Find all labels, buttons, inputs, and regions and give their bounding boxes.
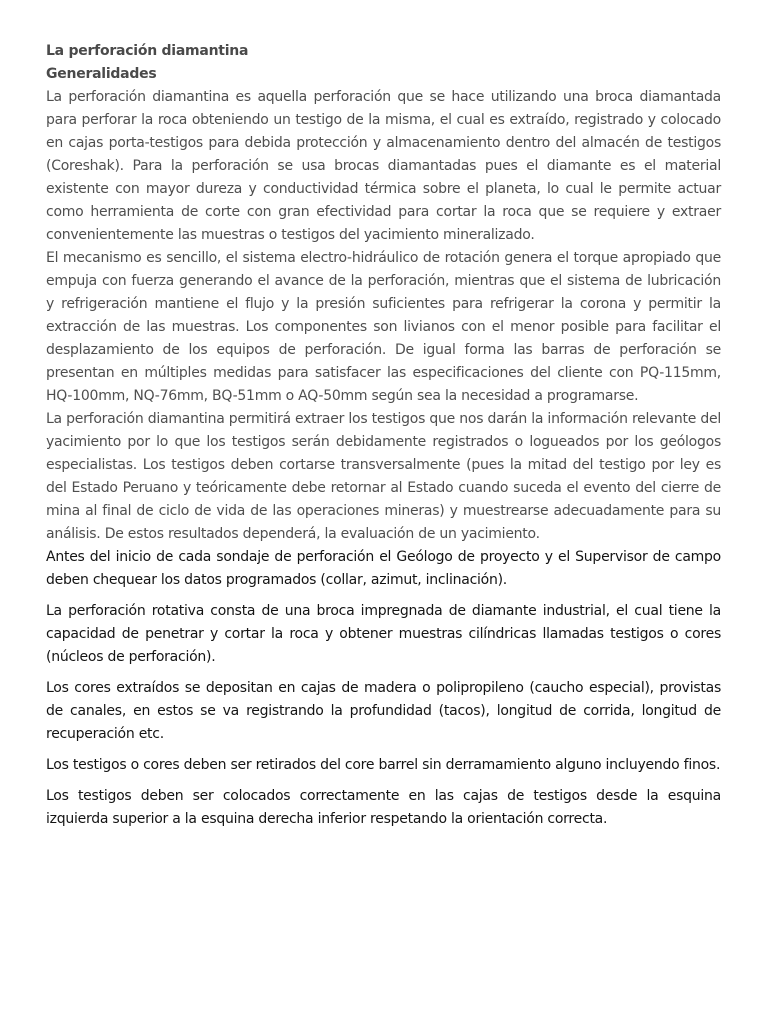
section-heading: Generalidades [46,66,157,82]
document-title: La perforación diamantina [46,43,249,59]
paragraph-rotativa: La perforación rotativa consta de una broca impregnada de diamante industrial, el cual tiene la capacidad de penetrar y cortar la roca y obtener muestras cilíndricas llamadas testigos o cores (núcleos de perforación). [46,603,721,665]
paragraph-intro: La perforación diamantina es aquella perforación que se hace utilizando una broca diamantada para perforar la roca obteniendo un testigo de la misma, el cual es extraído, registrado y colocado en cajas porta-testigos para debida protección y almacenamiento dentro del almacén de testigos (Coreshak). Para la perforación se usa brocas diamantadas pues el diamante es el material existente con mayor dureza y conductividad térmica sobre el planeta, lo cual le permite actuar como herramienta de corte con gran efectividad para cortar la roca que se requiere y extraer convenientemente las muestras o testigos del yacimiento mineralizado. [46,89,721,243]
paragraph-sondaje: Antes del inicio de cada sondaje de perforación el Geólogo de proyecto y el Supervisor de campo deben chequear los datos programados (collar, azimut, inclinación). [46,549,721,588]
paragraph-cores: Los cores extraídos se depositan en cajas de madera o polipropileno (caucho especial), provistas de canales, en estos se va registrando la profundidad (tacos), longitud de corrida, longitud de recuperación etc. [46,680,721,742]
paragraph-mechanism: El mecanismo es sencillo, el sistema electro-hidráulico de rotación genera el torque apropiado que empuja con fuerza generando el avance de la perforación, mientras que el sistema de lubricación y refrigeración mantiene el flujo y la presión suficientes para refrigerar la corona y permitir la extracción de las muestras. Los componentes son livianos con el menor posible para facilitar el desplazamiento de los equipos de perforación. De igual forma las barras de perforación se presentan en múltiples medidas para satisfacer las especificaciones del cliente con PQ-115mm, HQ-100mm, NQ-76mm, BQ-51mm o AQ-50mm según sea la necesidad a programarse. [46,250,721,404]
paragraph-retiro: Los testigos o cores deben ser retirados del core barrel sin derramamiento alguno incluyendo finos. [46,757,721,773]
paragraph-testigos: La perforación diamantina permitirá extraer los testigos que nos darán la información relevante del yacimiento por lo que los testigos serán debidamente registrados o logueados por los geólogos especialistas. Los testigos deben cortarse transversalmente (pues la mitad del testigo por ley es del Estado Peruano y teóricamente debe retornar al Estado cuando suceda el evento del cierre de mina al final de ciclo de vida de las operaciones mineras) y muestrearse adecuadamente para su análisis. De estos resultados dependerá, la evaluación de un yacimiento. [46,411,721,542]
paragraph-colocacion: Los testigos deben ser colocados correctamente en las cajas de testigos desde la esquina izquierda superior a la esquina derecha inferior respetando la orientación correcta. [46,788,721,827]
